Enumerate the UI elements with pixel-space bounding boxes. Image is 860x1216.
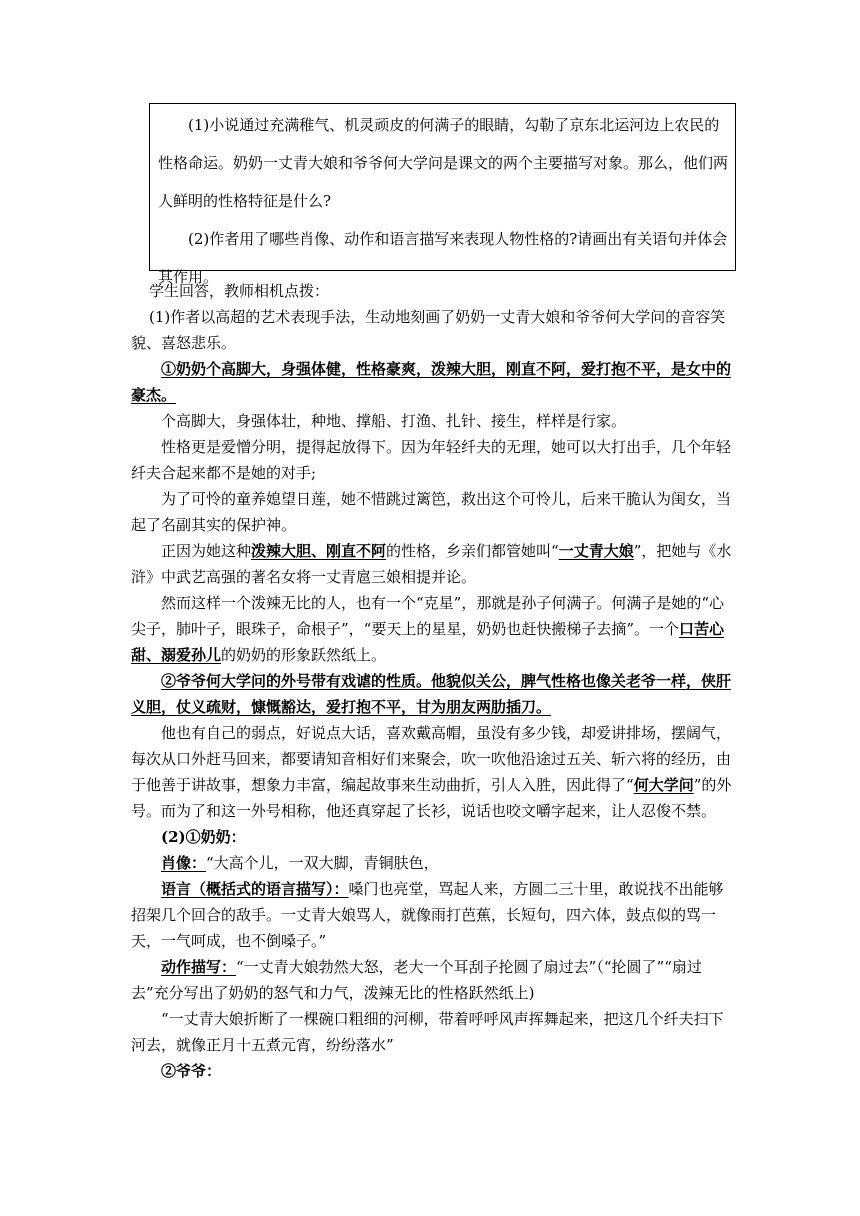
- emphasis-run: 泼辣大胆、刚直不阿: [251, 542, 387, 560]
- text-run: 正因为她这种: [161, 542, 252, 560]
- portrait-line: [131, 850, 737, 876]
- grandma-heading: ①奶奶个高脚大，身强体健，性格豪爽，泼辣大胆，刚直不阿，爱打抱不平，是女中的豪杰。: [131, 360, 732, 404]
- paragraph-6: [131, 590, 737, 668]
- text-run: 的性格，乡亲们都管她叫“: [386, 542, 559, 560]
- emphasis-run: 口苦心甜、溺爱孙儿: [131, 620, 725, 664]
- section-2-heading: (2)①奶奶：: [161, 828, 246, 846]
- action-line-2: “一丈青大娘折断了一棵碗口粗细的河柳，带着呼呼风声挥舞起来，把这几个纤夫扫下河去，就像正月十五煮元宵，纷纷落水”: [131, 1010, 724, 1054]
- text-run: 然而这样一个泼辣无比的人，也有一个“克星”，那就是孙子何满子。何满子是她的“心尖子，肺叶子，眼珠子，命根子”，“要天上的星星，奶奶也赶快搬梯子去摘”。一个: [131, 594, 725, 638]
- question-box: [149, 103, 736, 286]
- grandpa-heading: ②爷爷何大学问的外号带有戏谑的性质。他貌似关公，脾气性格也像关老爷一样，侠肝义胆，仗义疏财，慷慨豁达，爱打抱不平，甘为朋友两肋插刀。: [131, 672, 732, 716]
- paragraph-1: (1)作者以高超的艺术表现手法，生动地刻画了奶奶一丈青大娘和爷爷何大学问的音容笑貌、喜怒悲乐。: [131, 308, 726, 352]
- paragraph-2: 个高脚大，身强体壮，种地、撑船、打渔、扎针、接生，样样是行家。: [161, 412, 627, 430]
- language-text: 嗓门也亮堂，骂起人来，方圆二三十里，敢说找不出能够招架几个回合的敌手。一丈青大娘骂人，就像雨打芭蕉，长短句，四六体，鼓点似的骂一天，一气呵成，也不倒嗓子。”: [131, 880, 724, 950]
- action-label: 动作描写：: [161, 958, 237, 976]
- grandpa-label: ②爷爷：: [161, 1062, 222, 1080]
- answer-content: [131, 278, 737, 1084]
- question-1: (1)小说通过充满稚气、机灵顽皮的何满子的眼睛，勾勒了京东北运河边上农民的性格命运。奶奶一丈青大娘和爷爷何大学问是课文的两个主要描写对象。那么，他们两人鲜明的性格特征是什么?: [158, 116, 729, 210]
- paragraph-3: 性格更是爱憎分明，提得起放得下。因为年轻纤夫的无理，她可以大打出手，几个年轻纤夫合起来都不是她的对手;: [131, 438, 732, 482]
- action-line: [131, 954, 737, 1006]
- portrait-label: 肖像：: [161, 854, 207, 872]
- text-run: 的奶奶的形象跃然纸上。: [221, 646, 387, 664]
- action-text: “一丈青大娘勃然大怒，老大一个耳刮子抡圆了扇过去”（“抡圆了”“扇过去”充分写出了奶奶的怒气和力气，泼辣无比的性格跃然纸上): [131, 958, 702, 1002]
- emphasis-run: 一丈青大娘: [558, 542, 634, 560]
- intro-line: 学生回答，教师相机点拨：: [149, 282, 330, 300]
- text-run: ”的外号。而为了和这一外号相称，他还真穿起了长衫，说话也咬文嚼字起来，让人忍俊不禁。: [131, 776, 732, 820]
- text-run: 他也有自己的弱点，好说点大话，喜欢戴高帽，虽没有多少钱，却爱讲排场，摆阔气，每次从口外赶马回来，都要请知音相好们来聚会，吹一吹他沿途过五关、斩六将的经历，由于他善于讲故事，想象力丰富，编起故事来生动曲折，引人入胜，因此得了“: [131, 724, 732, 794]
- paragraph-5: [131, 538, 737, 590]
- language-line: [131, 876, 737, 954]
- paragraph-7: [131, 720, 737, 824]
- text-run: ”，把她与《水浒》中武艺高强的著名女将一丈青扈三娘相提并论。: [131, 542, 732, 586]
- question-2: (2)作者用了哪些肖像、动作和语言描写来表现人物性格的?请画出有关语句并体会其作用。: [158, 230, 728, 286]
- language-label: 语言（概括式的语言描写）：: [161, 880, 349, 898]
- portrait-text: “大高个儿，一双大脚，青铜肤色，: [206, 854, 439, 872]
- paragraph-4: 为了可怜的童养媳望日莲，她不惜跳过篱笆，救出这个可怜儿，后来干脆认为闺女，当起了名副其实的保护神。: [131, 490, 732, 534]
- emphasis-run: 何大学问: [633, 776, 694, 794]
